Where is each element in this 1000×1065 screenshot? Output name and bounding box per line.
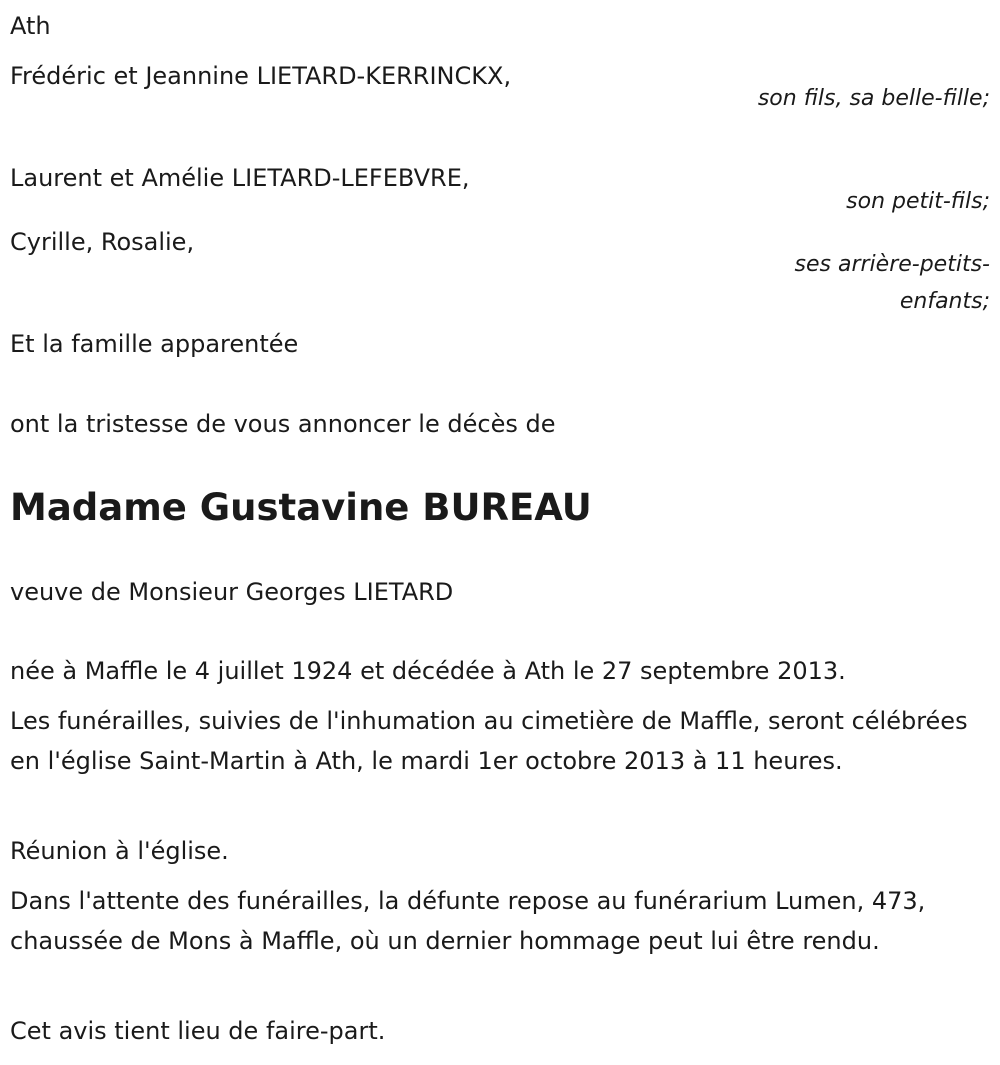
extended-family: Et la famille apparentée [10,330,299,358]
notice-text: Cet avis tient lieu de faire-part. [10,1017,386,1045]
widow-of-text: veuve de Monsieur Georges LIETARD [10,578,454,606]
deceased-name: Madame Gustavine BUREAU [10,486,592,529]
family-member-name: Laurent et Amélie LIETARD-LEFEBVRE, [10,164,470,192]
gathering-info: Réunion à l'église. [10,837,229,865]
repose-info: Dans l'attente des funérailles, la défunte repose au funérarium Lumen, 473, chaussée de Mons à Maffle, où un dernier hommage peut lui être rendu. [10,887,926,955]
family-member-relation: son fils, sa belle-fille; [757,86,990,111]
funeral-details: Les funérailles, suivies de l'inhumation au cimetière de Maffle, seront célébrées en l'église Saint-Martin à Ath, le mardi 1er octobre 2013 à 11 heures. [10,707,968,775]
family-member-relation: ses arrière-petits-enfants; [794,252,990,314]
announcement-text: ont la tristesse de vous annoncer le décès de [10,410,556,438]
place-name: Ath [10,12,51,40]
family-member-relation: son petit-fils; [846,189,990,214]
birth-death-dates: née à Maffle le 4 juillet 1924 et décédée à Ath le 27 septembre 2013. [10,657,846,685]
family-member-name: Frédéric et Jeannine LIETARD-KERRINCKX, [10,62,512,90]
family-member-name: Cyrille, Rosalie, [10,228,195,256]
